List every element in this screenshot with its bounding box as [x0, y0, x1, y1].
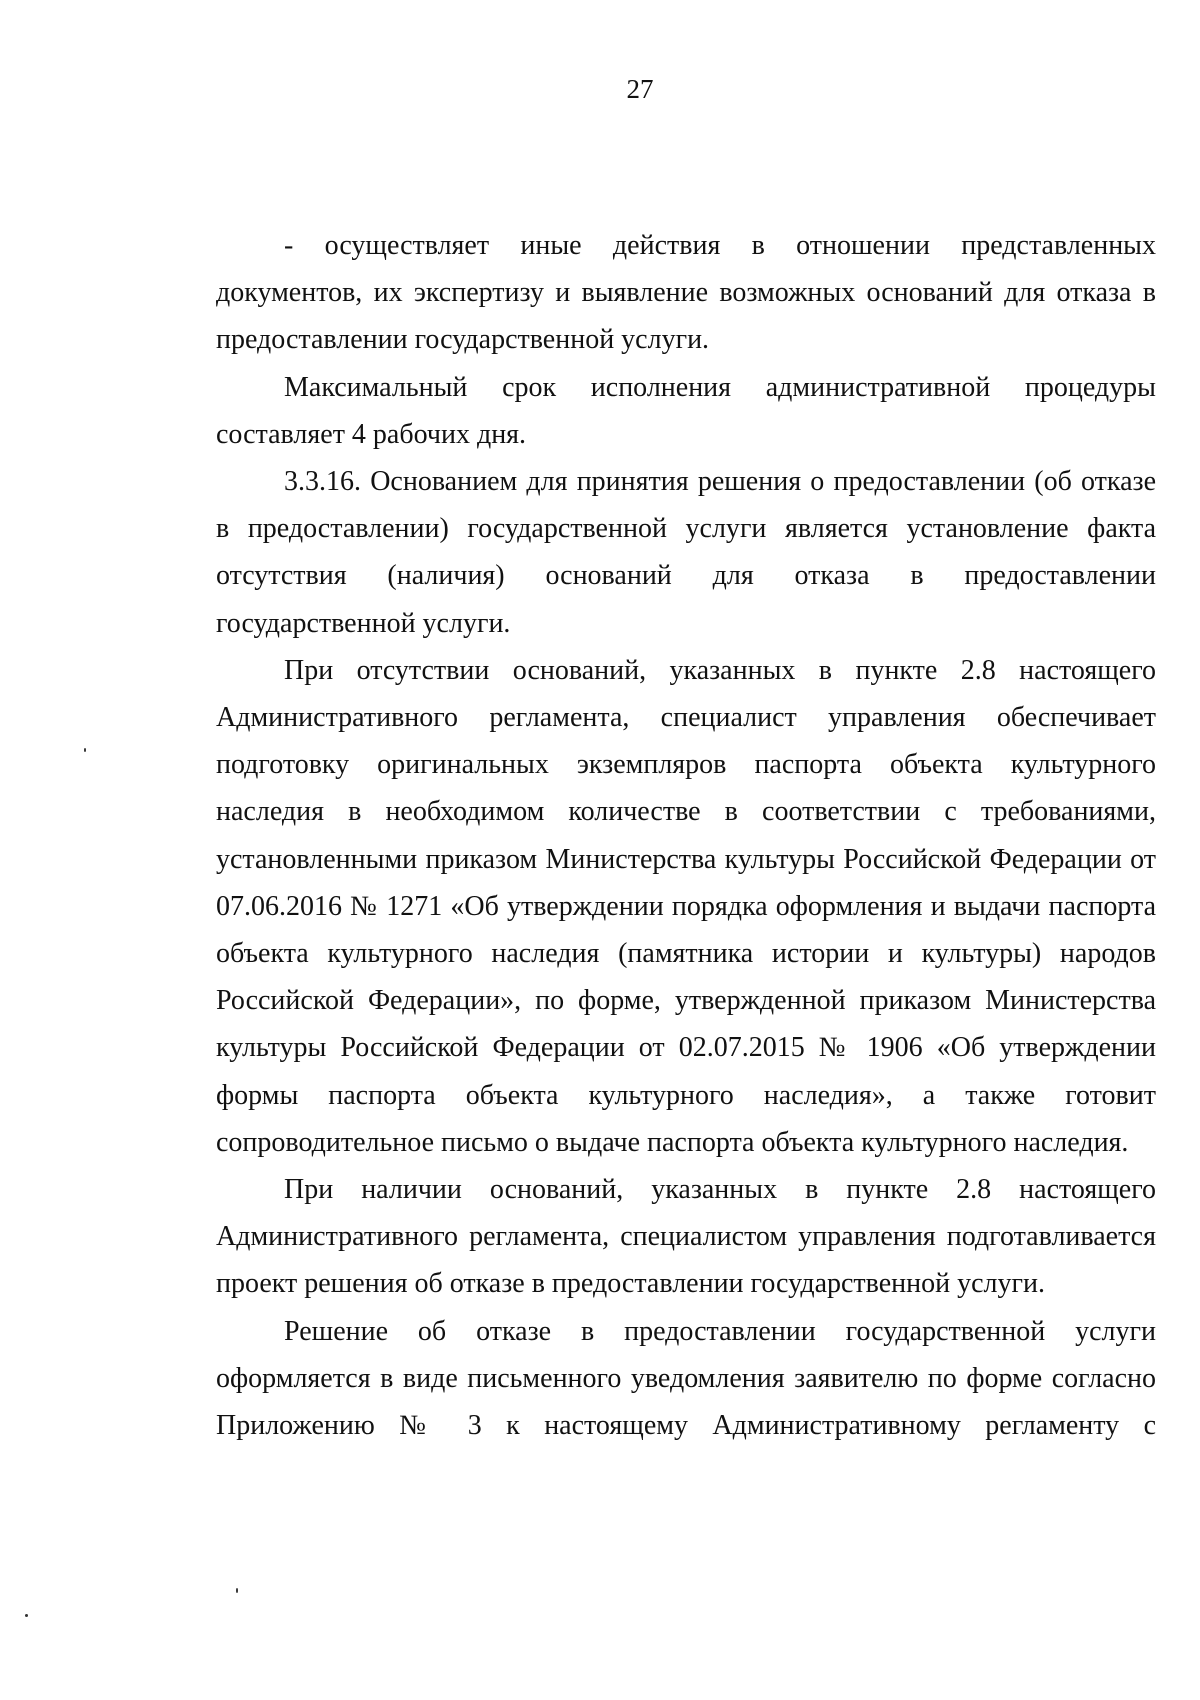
- paragraph-refusal-decision: Решение об отказе в предоставлении государственной услуги оформляется в виде письменного уведомления заявителю по форме согласно Приложению № 3 к настоящему Административному регламенту с: [216, 1315, 1156, 1442]
- paragraph-actions: - осуществляет иные действия в отношении представленных документов, их экспертизу и выявление возможных оснований для отказа в предоставлении государственной услуги.: [216, 230, 1156, 356]
- page-number: 27: [626, 74, 654, 104]
- scan-speck: [236, 1588, 238, 1593]
- paragraph-3-3-16: 3.3.16. Основанием для принятия решения о предоставлении (об отказе в предоставлении) государственной услуги является установление факта отсутствия (наличия) оснований для отказа в предоставлении государственной услуги.: [216, 466, 1156, 639]
- scan-speck: [25, 1614, 28, 1617]
- scan-speck: [84, 748, 86, 752]
- document-body: [216, 222, 1156, 1449]
- paragraph-grounds-present: При наличии оснований, указанных в пункте 2.8 настоящего Административного регламента, специалистом управления подготавливается проект решения об отказе в предоставлении государственной услуги.: [216, 1174, 1156, 1300]
- paragraph-no-grounds: При отсутствии оснований, указанных в пункте 2.8 настоящего Административного регламента, специалист управления обеспечивает подготовку оригинальных экземпляров паспорта объекта культурного наследия в необходимом количестве в соответствии с требованиями, установленными приказом Министерства культуры Российской Федерации от 07.06.2016 № 1271 «Об утверждении порядка оформления и выдачи паспорта объекта культурного наследия (памятника истории и культуры) народов Российской Федерации», по форме, утвержденной приказом Министерства культуры Российской Федерации от 02.07.2015 № 1906 «Об утверждении формы паспорта объекта культурного наследия», а также готовит сопроводительное письмо о выдаче паспорта объекта культурного наследия.: [216, 654, 1156, 1158]
- paragraph-max-term: Максимальный срок исполнения административной процедуры составляет 4 рабочих дня.: [216, 371, 1156, 450]
